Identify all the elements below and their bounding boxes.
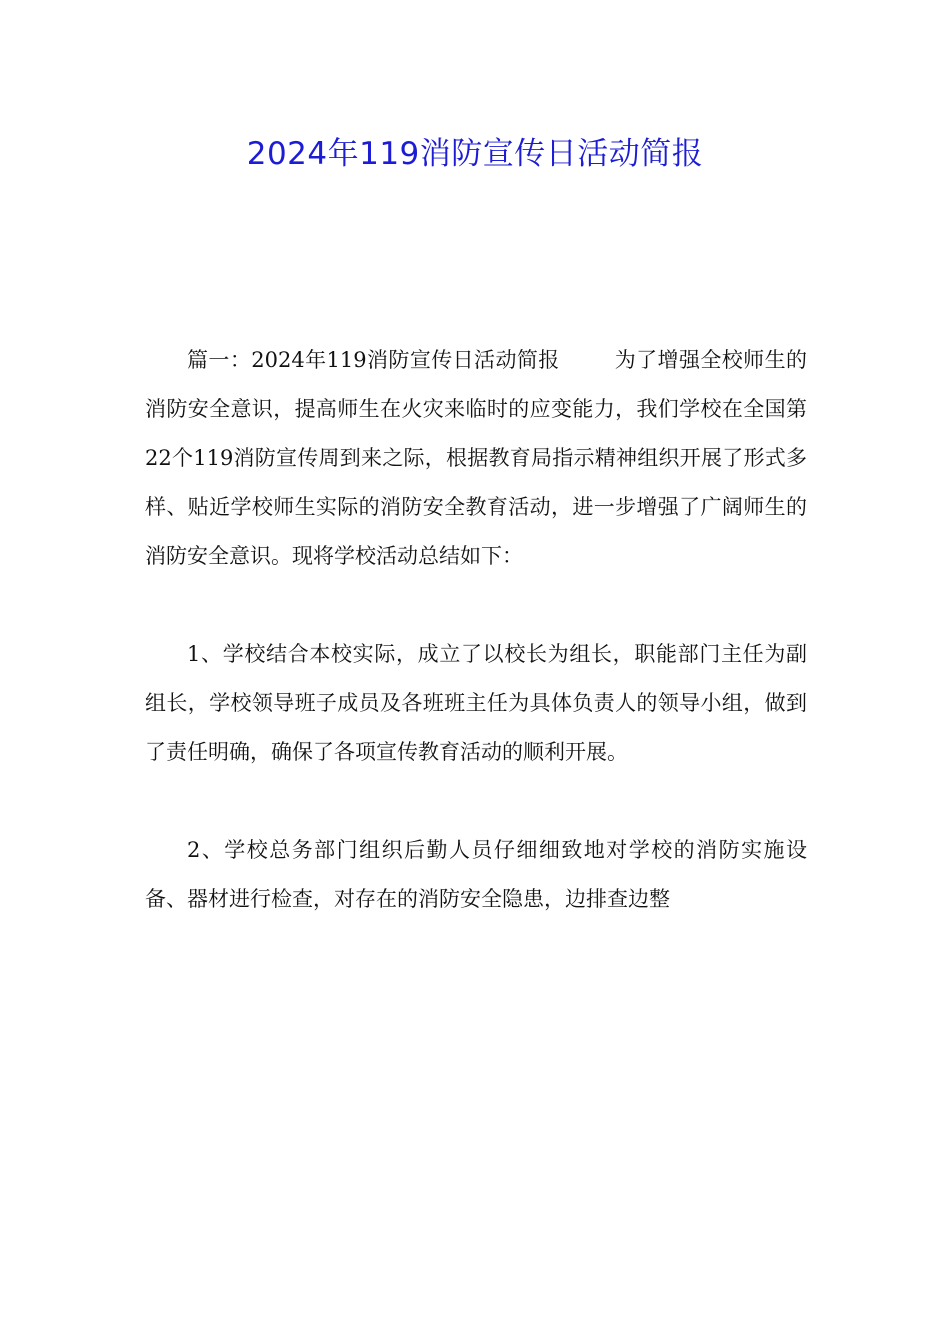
document-body — [145, 336, 807, 973]
paragraph-1-text: 为了增强全校师生的消防安全意识，提高师生在火灾来临时的应变能力，我们学校在全国第22个119消防宣传周到来之际，根据教育局指示精神组织开展了形式多样、贴近学校师生实际的消防安全教育活动，进一步增强了广阔师生的消防安全意识。现将学校活动总结如下： — [145, 348, 807, 568]
paragraph-3: 2、学校总务部门组织后勤人员仔细细致地对学校的消防实施设备、器材进行检查，对存在的消防安全隐患，边排查边整 — [145, 838, 807, 911]
paragraph-1 — [145, 336, 807, 581]
document-title: 2024年119消防宣传日活动简报 — [246, 136, 704, 172]
paragraph-2: 1、学校结合本校实际，成立了以校长为组长，职能部门主任为副组长，学校领导班子成员及各班班主任为具体负责人的领导小组，做到了责任明确，确保了各项宣传教育活动的顺利开展。 — [145, 642, 807, 764]
paragraph-1-heading: 篇一：2024年119消防宣传日活动简报 — [187, 348, 560, 372]
